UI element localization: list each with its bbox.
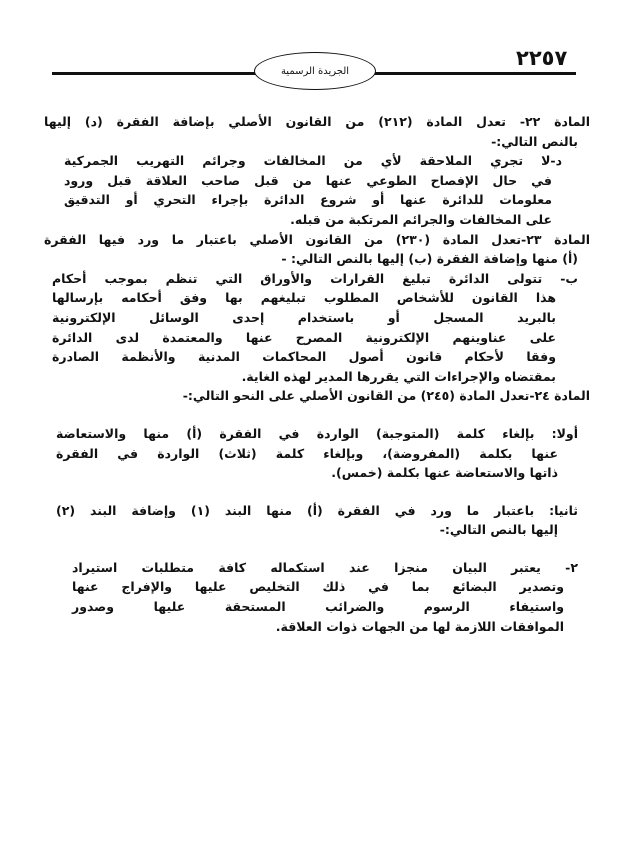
text-line: بالبريد المسجل أو باستخدام إحدى الوسائل الإلكترونية xyxy=(52,309,556,325)
header-rule-right xyxy=(367,72,576,75)
clause-d xyxy=(44,151,590,229)
text-line: وتصدير البضائع بما في ذلك التخليص عليها والإفراج عنها xyxy=(72,579,564,595)
item-2 xyxy=(44,558,590,636)
clause-b xyxy=(44,269,590,387)
header-rule-left xyxy=(52,72,264,75)
article-22 xyxy=(44,112,590,151)
text-line: بالنص التالي:- xyxy=(491,133,578,149)
text-line: المادة ٢٢- تعدل المادة (٢١٢) من القانون الأصلي بإضافة الفقرة (د) إليها xyxy=(44,114,590,129)
text-line: بمقتضاه والإجراءات التي يقررها المدير لهذه الغاية. xyxy=(241,368,556,384)
text-line: واستيفاء الرسوم والضرائب المستحقة عليها وصدور xyxy=(72,599,564,615)
clause-second xyxy=(44,501,590,540)
text-line: المادة ٢٣-تعدل المادة (٢٣٠) من القانون الأصلي باعتبار ما ورد فيها الفقرة xyxy=(44,231,591,247)
text-line: المادة ٢٤-تعدل المادة (٢٤٥) من القانون الأصلي على النحو التالي:- xyxy=(182,388,590,404)
text-line: ب- تتولى الدائرة تبليغ القرارات والأوراق التي تنظم بموجب أحكام xyxy=(52,270,578,286)
text-line: الموافقات اللازمة لها من الجهات ذوات العلاقة. xyxy=(275,618,564,634)
clause-first xyxy=(44,424,590,483)
text-line: د-لا تجري الملاحقة لأي من المخالفات وجرائم التهريب الجمركية xyxy=(64,153,562,169)
text-line: ٢- يعتبر البيان منجزا عند استكماله كافة متطلبات استيراد xyxy=(72,559,578,575)
text-line: على عناوينهم الإلكترونية المصرح عنها والمعتمدة لدى الدائرة xyxy=(52,329,556,345)
article-24 xyxy=(44,386,590,406)
text-line: معلومات للدائرة عنها أو شروع الدائرة بإجراء التحري أو التدقيق xyxy=(64,192,552,208)
page-number: ٢٢٥٧ xyxy=(516,46,568,70)
text-line: في حال الإفصاح الطوعي عنها من قبل صاحب العلاقة قبل ورود xyxy=(64,172,552,188)
text-line: (أ) منها وإضافة الفقرة (ب) إليها بالنص التالي: - xyxy=(281,251,578,267)
text-line: هذا القانون للأشخاص المطلوب تبليغهم بها وفق أحكامه بإرسالها xyxy=(52,290,556,306)
text-line: ثانيا: باعتبار ما ورد في الفقرة (أ) منها البند (١) وإضافة البند (٢) xyxy=(56,502,578,518)
article-23 xyxy=(44,230,590,269)
publication-title: الجريدة الرسمية xyxy=(280,65,350,77)
publication-title-oval xyxy=(254,52,376,90)
text-line: إليها بالنص التالي:- xyxy=(439,522,558,538)
text-line: على المخالفات والجرائم المرتكبة من قبله. xyxy=(290,211,552,227)
text-line: وفقا لأحكام قانون أصول المحاكمات المدنية والأنظمة الصادرة xyxy=(52,349,556,365)
document-body xyxy=(44,112,590,636)
text-line: أولا: بإلغاء كلمة (المتوجبة) الواردة في الفقرة (أ) منها والاستعاضة xyxy=(56,425,578,441)
text-line: ذاتها والاستعاضة عنها بكلمة (خمس). xyxy=(331,465,558,481)
text-line: عنها بكلمة (المفروضة)، وبإلغاء كلمة (ثلاث) الواردة في الفقرة xyxy=(56,445,558,461)
